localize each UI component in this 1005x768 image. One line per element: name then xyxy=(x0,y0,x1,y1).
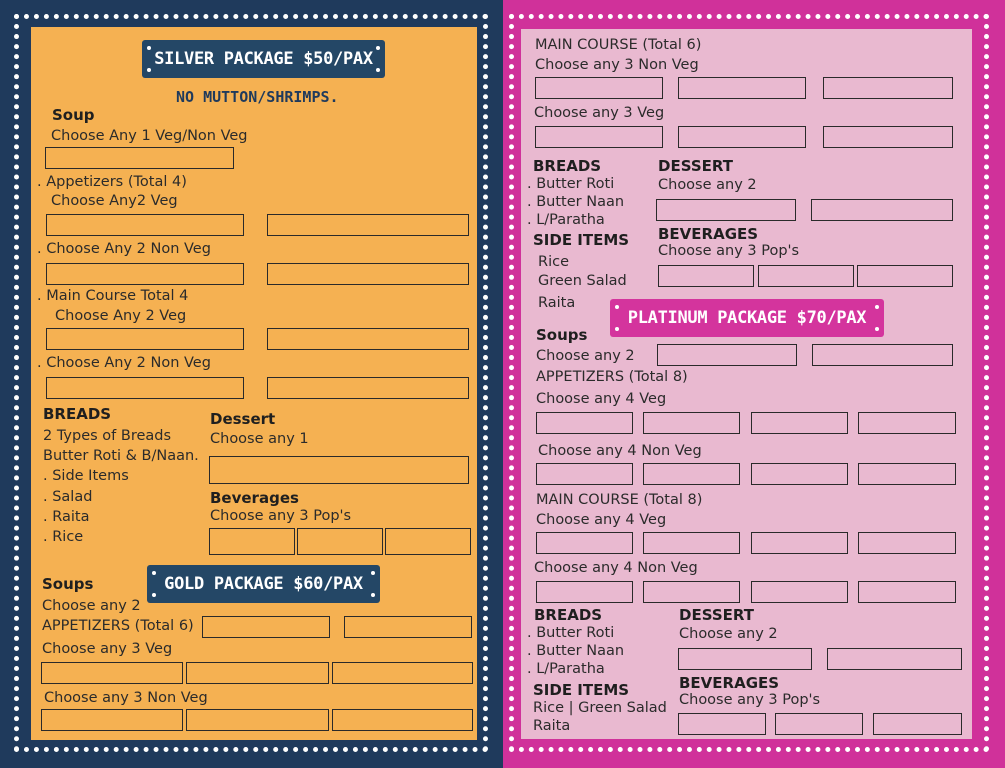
silver-package-banner xyxy=(142,40,385,78)
gold-main-veg-field-2[interactable] xyxy=(678,126,806,148)
silver-main-line: . Main Course Total 4 xyxy=(37,288,189,304)
silver-beverages-choice: Choose any 3 Pop's xyxy=(210,508,352,524)
silver-appetizers-line: . Appetizers (Total 4) xyxy=(37,174,187,190)
silver-dessert-choice: Choose any 1 xyxy=(210,431,309,447)
gold-side-3: Raita xyxy=(538,295,576,311)
platinum-bread-2: . Butter Naan xyxy=(527,643,625,659)
platinum-appetizers-veg: Choose any 4 Veg xyxy=(536,391,667,407)
platinum-dessert-heading: DESSERT xyxy=(679,606,754,624)
gold-main-veg: Choose any 3 Veg xyxy=(534,105,665,121)
platinum-side-2: Raita xyxy=(533,718,571,734)
gold-main-veg-field-1[interactable] xyxy=(535,126,663,148)
platinum-pop-field-2[interactable] xyxy=(775,713,863,735)
gold-appetizers-veg: Choose any 3 Veg xyxy=(42,641,173,657)
gold-pop-field-1[interactable] xyxy=(658,265,754,287)
gold-app-nonveg-field-2[interactable] xyxy=(186,709,329,731)
gold-app-nonveg-field-3[interactable] xyxy=(332,709,473,731)
platinum-main-nonveg-field-4[interactable] xyxy=(858,581,956,603)
platinum-soup-field-2[interactable] xyxy=(812,344,953,366)
silver-banner-label: SILVER PACKAGE $50/PAX xyxy=(154,49,373,69)
platinum-package-banner xyxy=(610,299,884,337)
silver-soup-field[interactable] xyxy=(45,147,234,169)
gold-pop-field-3[interactable] xyxy=(857,265,953,287)
gold-main-nonveg: Choose any 3 Non Veg xyxy=(535,57,699,73)
platinum-soups-heading: Soups xyxy=(536,326,588,344)
platinum-app-nonveg-field-3[interactable] xyxy=(751,463,848,485)
gold-dessert-heading: DESSERT xyxy=(658,157,733,175)
platinum-app-nonveg-field-1[interactable] xyxy=(536,463,633,485)
platinum-app-veg-field-1[interactable] xyxy=(536,412,633,434)
platinum-app-veg-field-4[interactable] xyxy=(858,412,956,434)
gold-main-nonveg-field-3[interactable] xyxy=(823,77,953,99)
gold-breads-heading: BREADS xyxy=(533,157,602,175)
gold-app-nonveg-field-1[interactable] xyxy=(41,709,183,731)
silver-side-items: . Side Items xyxy=(43,468,129,484)
silver-main-nonveg-field-1[interactable] xyxy=(46,377,244,399)
gold-bread-2: . Butter Naan xyxy=(527,194,625,210)
silver-appetizers-nonveg: . Choose Any 2 Non Veg xyxy=(37,241,211,257)
gold-main-line: MAIN COURSE (Total 6) xyxy=(535,37,702,53)
silver-main-veg-field-1[interactable] xyxy=(46,328,244,350)
silver-main-veg-field-2[interactable] xyxy=(267,328,469,350)
silver-breads-heading: BREADS xyxy=(43,405,112,423)
gold-side-2: Green Salad xyxy=(538,273,627,289)
gold-side-1: Rice xyxy=(538,254,569,270)
platinum-main-veg-field-1[interactable] xyxy=(536,532,633,554)
platinum-main-nonveg: Choose any 4 Non Veg xyxy=(534,560,698,576)
gold-soup-field-2[interactable] xyxy=(344,616,472,638)
platinum-main-veg-field-3[interactable] xyxy=(751,532,848,554)
gold-main-veg-field-3[interactable] xyxy=(823,126,953,148)
platinum-dessert-field-1[interactable] xyxy=(678,648,812,670)
silver-salad: . Salad xyxy=(43,489,93,505)
gold-appetizers-line: APPETIZERS (Total 6) xyxy=(42,618,194,634)
silver-app-veg-field-1[interactable] xyxy=(46,214,244,236)
platinum-beverages-choice: Choose any 3 Pop's xyxy=(679,692,821,708)
platinum-side-heading: SIDE ITEMS xyxy=(533,681,630,699)
platinum-banner-label: PLATINUM PACKAGE $70/PAX xyxy=(627,308,867,328)
no-mutton-note: NO MUTTON/SHRIMPS. xyxy=(176,88,339,106)
platinum-soups-choice: Choose any 2 xyxy=(536,348,635,364)
platinum-main-nonveg-field-3[interactable] xyxy=(751,581,848,603)
gold-soups-heading: Soups xyxy=(42,575,94,593)
silver-pop-field-3[interactable] xyxy=(385,528,471,555)
gold-app-veg-field-3[interactable] xyxy=(332,662,473,684)
platinum-dessert-field-2[interactable] xyxy=(827,648,962,670)
platinum-dessert-choice: Choose any 2 xyxy=(679,626,778,642)
silver-app-nonveg-field-1[interactable] xyxy=(46,263,244,285)
silver-appetizers-veg: Choose Any2 Veg xyxy=(51,193,178,209)
gold-package-banner xyxy=(147,565,380,603)
silver-rice: . Rice xyxy=(43,529,84,545)
gold-bread-1: . Butter Roti xyxy=(527,176,615,192)
gold-dessert-field-1[interactable] xyxy=(656,199,796,221)
gold-appetizers-nonveg: Choose any 3 Non Veg xyxy=(44,690,208,706)
gold-pop-field-2[interactable] xyxy=(758,265,854,287)
platinum-main-veg-field-4[interactable] xyxy=(858,532,956,554)
platinum-app-nonveg-field-2[interactable] xyxy=(643,463,740,485)
platinum-app-nonveg-field-4[interactable] xyxy=(858,463,956,485)
platinum-main-nonveg-field-1[interactable] xyxy=(536,581,633,603)
gold-main-nonveg-field-2[interactable] xyxy=(678,77,806,99)
silver-breads-line1: 2 Types of Breads xyxy=(43,428,172,444)
gold-soups-choice: Choose any 2 xyxy=(42,598,141,614)
gold-dessert-choice: Choose any 2 xyxy=(658,177,757,193)
silver-dessert-field[interactable] xyxy=(209,456,469,484)
gold-app-veg-field-1[interactable] xyxy=(41,662,183,684)
platinum-bread-3: . L/Paratha xyxy=(527,661,605,677)
silver-pop-field-1[interactable] xyxy=(209,528,295,555)
gold-soup-field-1[interactable] xyxy=(202,616,330,638)
silver-main-nonveg-field-2[interactable] xyxy=(267,377,469,399)
gold-side-heading: SIDE ITEMS xyxy=(533,231,630,249)
silver-soup-choice: Choose Any 1 Veg/Non Veg xyxy=(51,128,248,144)
silver-app-nonveg-field-2[interactable] xyxy=(267,263,469,285)
gold-banner-label: GOLD PACKAGE $60/PAX xyxy=(164,574,363,594)
gold-app-veg-field-2[interactable] xyxy=(186,662,329,684)
gold-beverages-choice: Choose any 3 Pop's xyxy=(658,243,800,259)
gold-dessert-field-2[interactable] xyxy=(811,199,953,221)
gold-beverages-heading: BEVERAGES xyxy=(658,225,759,243)
silver-dessert-heading: Dessert xyxy=(210,410,276,428)
platinum-beverages-heading: BEVERAGES xyxy=(679,674,780,692)
platinum-soup-field-1[interactable] xyxy=(657,344,797,366)
platinum-breads-heading: BREADS xyxy=(534,606,603,624)
platinum-pop-field-1[interactable] xyxy=(678,713,766,735)
platinum-app-veg-field-3[interactable] xyxy=(751,412,848,434)
platinum-main-nonveg-field-2[interactable] xyxy=(643,581,740,603)
silver-soup-heading: Soup xyxy=(52,106,95,124)
silver-breads-line2: Butter Roti & B/Naan. xyxy=(43,448,199,464)
silver-app-veg-field-2[interactable] xyxy=(267,214,469,236)
silver-main-veg: Choose Any 2 Veg xyxy=(55,308,187,324)
platinum-appetizers-line: APPETIZERS (Total 8) xyxy=(536,369,688,385)
silver-main-nonveg: . Choose Any 2 Non Veg xyxy=(37,355,211,371)
platinum-main-veg-field-2[interactable] xyxy=(643,532,740,554)
silver-beverages-heading: Beverages xyxy=(210,489,299,507)
platinum-main-veg: Choose any 4 Veg xyxy=(536,512,667,528)
platinum-main-line: MAIN COURSE (Total 8) xyxy=(536,492,703,508)
platinum-side-1: Rice | Green Salad xyxy=(533,700,667,716)
platinum-pop-field-3[interactable] xyxy=(873,713,962,735)
platinum-bread-1: . Butter Roti xyxy=(527,625,615,641)
gold-main-nonveg-field-1[interactable] xyxy=(535,77,663,99)
silver-raita: . Raita xyxy=(43,509,90,525)
silver-pop-field-2[interactable] xyxy=(297,528,383,555)
platinum-app-veg-field-2[interactable] xyxy=(643,412,740,434)
gold-bread-3: . L/Paratha xyxy=(527,212,605,228)
platinum-appetizers-nonveg: Choose any 4 Non Veg xyxy=(538,443,702,459)
